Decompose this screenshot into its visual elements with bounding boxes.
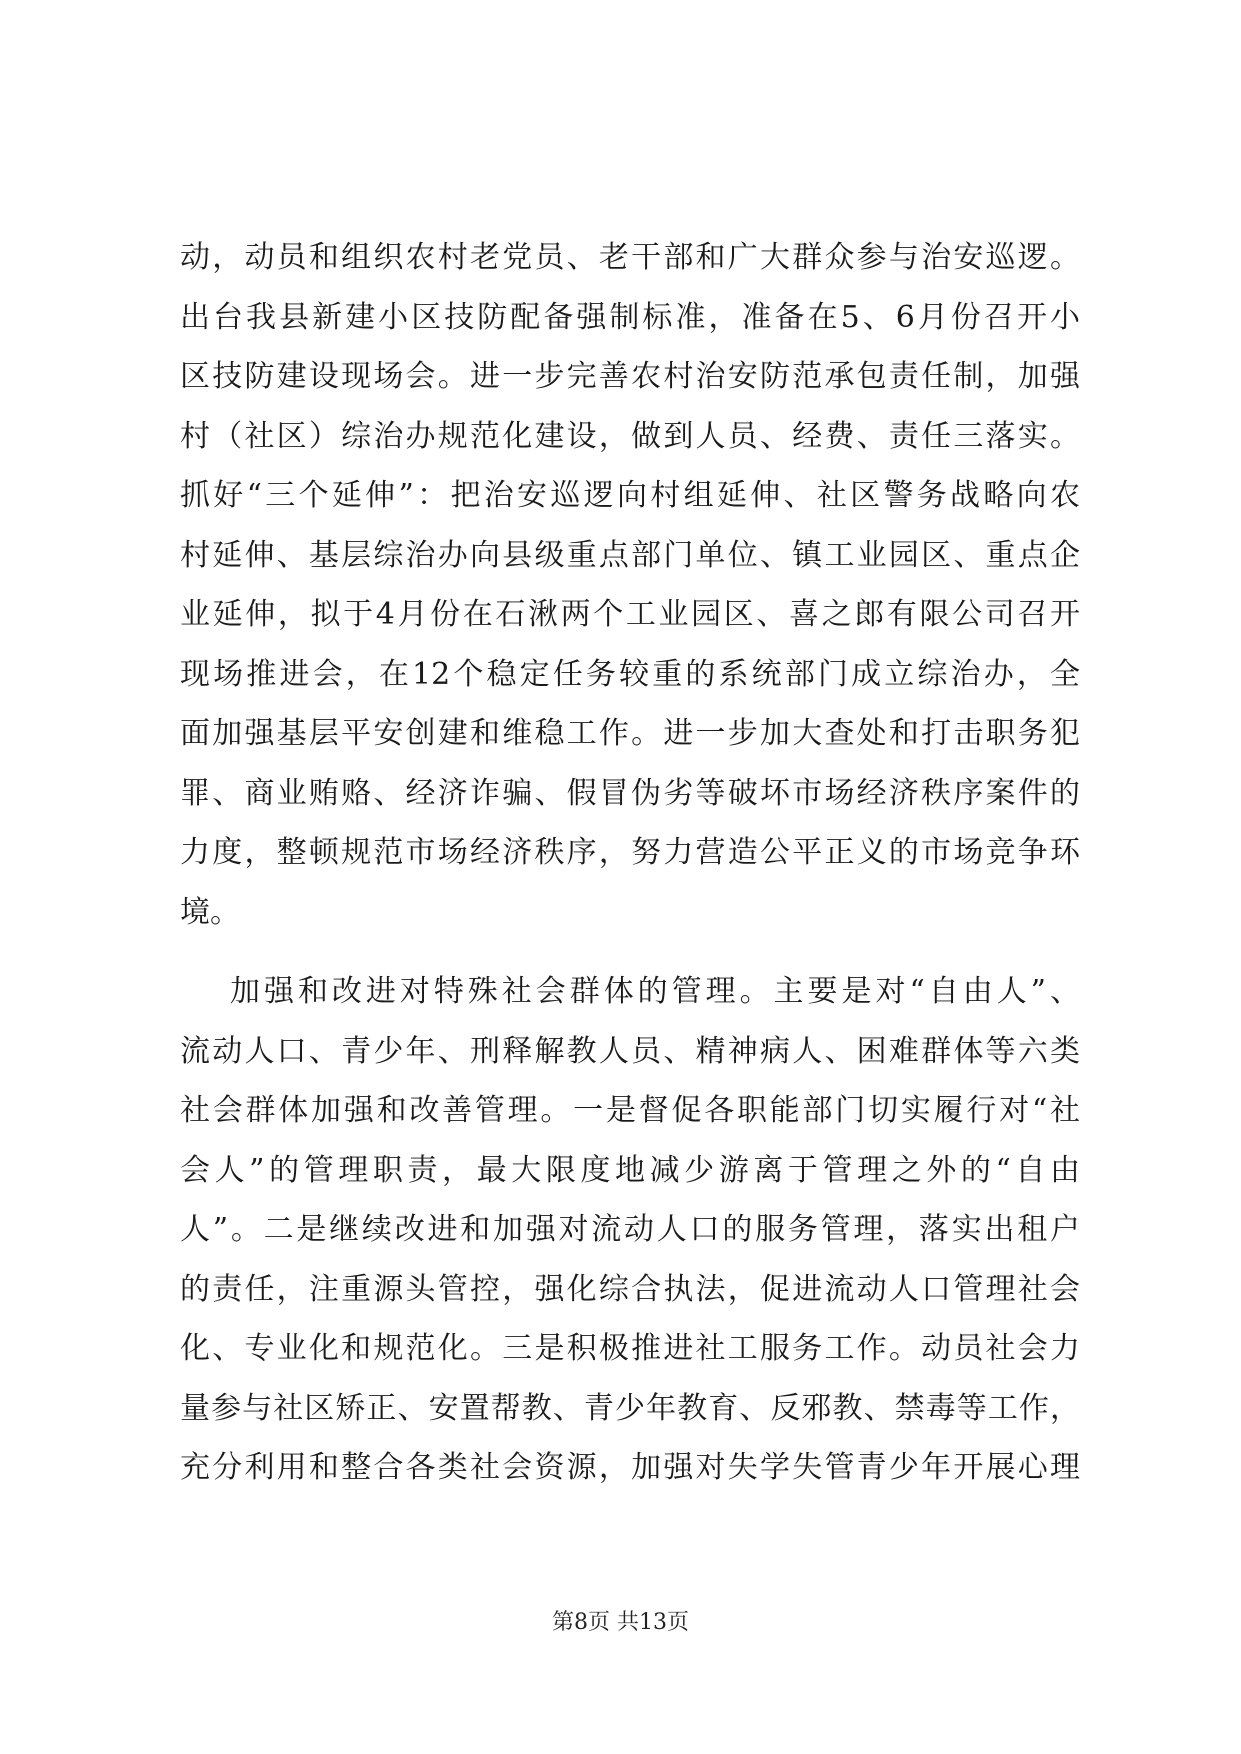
body-text xyxy=(180,228,1080,1498)
text-line-indented: 加强和改进对特殊社会群体的管理。主要是对“自由人”、 xyxy=(230,974,1080,1009)
page-number-footer: 第8页 共13页 xyxy=(552,1610,689,1635)
text-line: 现场推进会，在12个稳定任务较重的系统部门成立综治办，全 xyxy=(180,656,1080,692)
text-line: 流动人口、青少年、刑释解教人员、精神病人、困难群体等六类 xyxy=(180,1033,1080,1069)
text-line: 罪、商业贿赂、经济诈骗、假冒伪劣等破坏市场经济秩序案件的 xyxy=(180,775,1080,811)
paragraph-1 xyxy=(180,228,1080,942)
text-line: 人”。二是继续改进和加强对流动人口的服务管理，落实出租户 xyxy=(180,1212,1080,1247)
text-line: 动，动员和组织农村老党员、老干部和广大群众参与治安巡逻。 xyxy=(180,240,1080,275)
text-line: 量参与社区矫正、安置帮教、青少年教育、反邪教、禁毒等工作， xyxy=(180,1390,1080,1426)
text-line: 社会群体加强和改善管理。一是督促各职能部门切实履行对“社 xyxy=(180,1093,1080,1128)
text-line: 会人”的管理职责，最大限度地减少游离于管理之外的“自由 xyxy=(180,1152,1080,1188)
text-line: 的责任，注重源头管控，强化综合执法，促进流动人口管理社会 xyxy=(180,1271,1080,1307)
text-line: 区技防建设现场会。进一步完善农村治安防范承包责任制，加强 xyxy=(180,359,1080,394)
text-line: 村延伸、基层综治办向县级重点部门单位、镇工业园区、重点企 xyxy=(180,537,1080,573)
text-line: 抓好“三个延伸”：把治安巡逻向村组延伸、社区警务战略向农 xyxy=(180,478,1080,513)
text-line: 化、专业化和规范化。三是积极推进社工服务工作。动员社会力 xyxy=(180,1331,1080,1366)
text-line: 充分利用和整合各类社会资源，加强对失学失管青少年开展心理 xyxy=(180,1450,1080,1485)
text-line: 业延伸，拟于4月份在石湫两个工业园区、喜之郎有限公司召开 xyxy=(180,597,1080,632)
text-line: 面加强基层平安创建和维稳工作。进一步加大查处和打击职务犯 xyxy=(180,716,1080,751)
text-line: 出台我县新建小区技防配备强制标准，准备在5、6月份召开小 xyxy=(180,299,1080,335)
paragraph-2 xyxy=(180,962,1080,1498)
text-line: 力度，整顿规范市场经济秩序，努力营造公平正义的市场竞争环 xyxy=(180,835,1080,870)
text-line-last: 境。 xyxy=(180,894,240,930)
paragraph-gap xyxy=(180,942,1080,962)
text-line: 村（社区）综治办规范化建设，做到人员、经费、责任三落实。 xyxy=(180,418,1080,454)
